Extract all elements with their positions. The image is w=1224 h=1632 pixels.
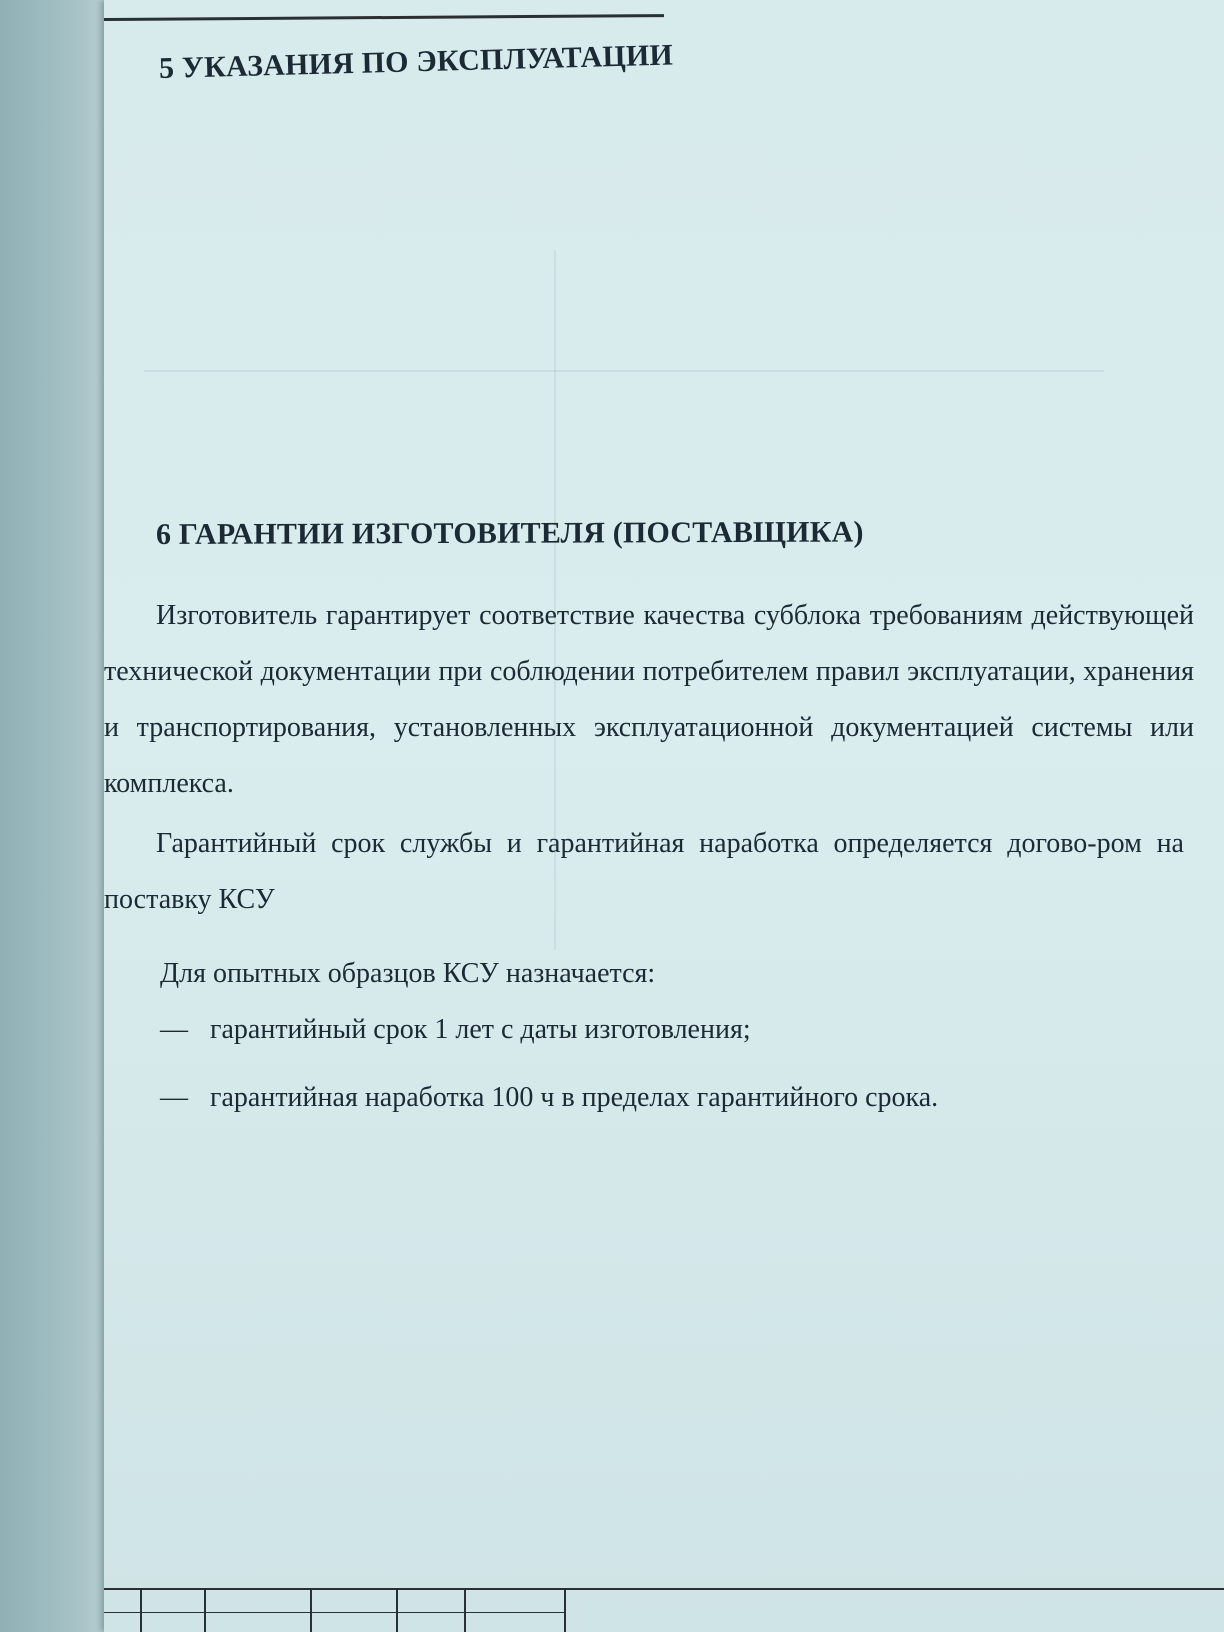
- section-6-heading: 6 ГАРАНТИИ ИЗГОТОВИТЕЛЯ (ПОСТАВЩИКА): [155, 515, 864, 551]
- grid-cell-divider: [140, 1590, 142, 1632]
- top-rule: [104, 14, 664, 21]
- list-item-text: гарантийная наработка 100 ч в пределах гарантийного срока.: [210, 1082, 939, 1113]
- grid-cell-divider: [564, 1590, 566, 1632]
- grid-cell-divider: [464, 1590, 466, 1632]
- underlying-page-edge: [0, 0, 108, 1632]
- grid-cell-divider: [310, 1590, 312, 1632]
- title-block-grid: [104, 1588, 1224, 1632]
- prototype-paragraph: Для опытных образцов КСУ назначается:: [160, 958, 656, 989]
- bleed-through-line: [144, 370, 1104, 372]
- bullet-dash: —: [160, 1082, 188, 1113]
- grid-cell-divider: [204, 1590, 206, 1632]
- grid-cell-divider: [396, 1590, 398, 1632]
- list-item: [160, 1082, 938, 1114]
- bullet-dash: —: [160, 1014, 188, 1045]
- document-page: [104, 0, 1224, 1632]
- grid-row-divider: [104, 1612, 564, 1613]
- warranty-paragraph: Изготовитель гарантирует соответствие качества субблока требованиям действующей технической документации при соблюдении потребителем правил эксплуатации, хранения и транспортирования, установленных эксплуатационной документацией системы или комплекса.: [104, 600, 1194, 799]
- section-5-heading: 5 УКАЗАНИЯ ПО ЭКСПЛУАТАЦИИ: [158, 38, 674, 85]
- list-item-text: гарантийный срок 1 лет с даты изготовления;: [210, 1014, 751, 1045]
- list-item: [160, 1014, 751, 1046]
- warranty-term-paragraph: Гарантийный срок службы и гарантийная наработка определяется догово-ром на поставку КСУ: [104, 828, 1184, 915]
